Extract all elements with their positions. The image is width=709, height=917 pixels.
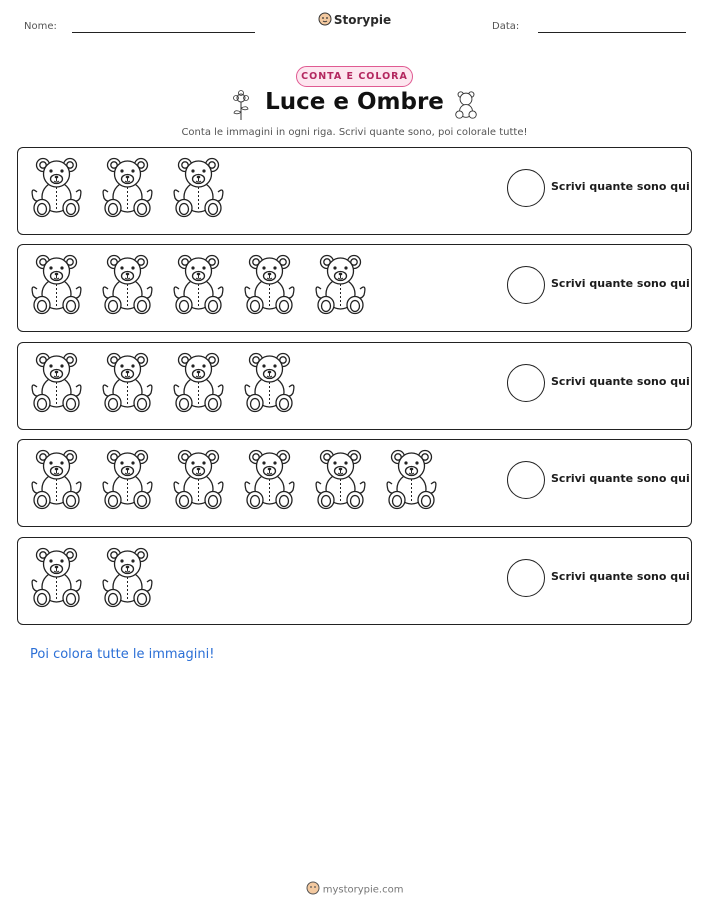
teddy-bear-icon	[99, 448, 156, 510]
teddy-bear-icon	[99, 546, 156, 608]
bear-group	[28, 546, 156, 608]
answer-label: Scrivi quante sono qui	[551, 570, 690, 583]
teddy-bear-icon	[28, 156, 85, 218]
count-row	[17, 147, 692, 235]
brand-mascot-icon	[318, 12, 332, 29]
answer-label: Scrivi quante sono qui	[551, 180, 690, 193]
date-line[interactable]	[538, 32, 686, 33]
teddy-bear-icon	[312, 448, 369, 510]
teddy-bear-icon	[28, 253, 85, 315]
teddy-bear-icon	[241, 351, 298, 413]
answer-circle[interactable]	[507, 461, 545, 499]
answer-circle[interactable]	[507, 559, 545, 597]
color-instruction: Poi colora tutte le immagini!	[30, 647, 215, 662]
bear-group	[28, 156, 227, 218]
teddy-bear-icon	[312, 253, 369, 315]
teddy-bear-icon	[241, 253, 298, 315]
teddy-bear-icon	[99, 351, 156, 413]
teddy-bear-icon	[241, 448, 298, 510]
brand-name: Storypie	[333, 13, 392, 27]
answer-circle[interactable]	[507, 364, 545, 402]
teddy-bear-icon	[170, 351, 227, 413]
answer-label: Scrivi quante sono qui	[551, 277, 690, 290]
teddy-bear-icon	[28, 546, 85, 608]
brand-mascot-icon	[306, 881, 320, 898]
teddy-bear-icon	[99, 156, 156, 218]
teddy-bear-icon	[383, 448, 440, 510]
teddy-bear-icon	[99, 253, 156, 315]
teddy-bear-icon	[170, 156, 227, 218]
answer-label: Scrivi quante sono qui	[551, 472, 690, 485]
site-url: mystorypie.com	[322, 884, 404, 896]
bear-group	[28, 448, 440, 510]
teddy-bear-icon	[28, 448, 85, 510]
count-row	[17, 439, 692, 527]
page-title: Luce e Ombre	[265, 89, 444, 115]
count-row	[17, 244, 692, 332]
name-label: Nome:	[24, 21, 57, 32]
answer-circle[interactable]	[507, 266, 545, 304]
teddy-bear-icon	[170, 253, 227, 315]
count-row	[17, 537, 692, 625]
count-row	[17, 342, 692, 430]
date-label: Data:	[492, 21, 520, 32]
bear-group	[28, 351, 298, 413]
activity-badge: CONTA E COLORA	[296, 66, 413, 87]
teddy-bear-title-icon	[453, 90, 479, 124]
instructions: Conta le immagini in ogni riga. Scrivi quante sono, poi colorale tutte!	[181, 127, 528, 138]
teddy-bear-icon	[28, 351, 85, 413]
brand-logo	[0, 12, 709, 29]
site-footer	[0, 881, 709, 898]
bear-group	[28, 253, 369, 315]
name-line[interactable]	[72, 32, 255, 33]
answer-label: Scrivi quante sono qui	[551, 375, 690, 388]
teddy-bear-icon	[170, 448, 227, 510]
answer-circle[interactable]	[507, 169, 545, 207]
